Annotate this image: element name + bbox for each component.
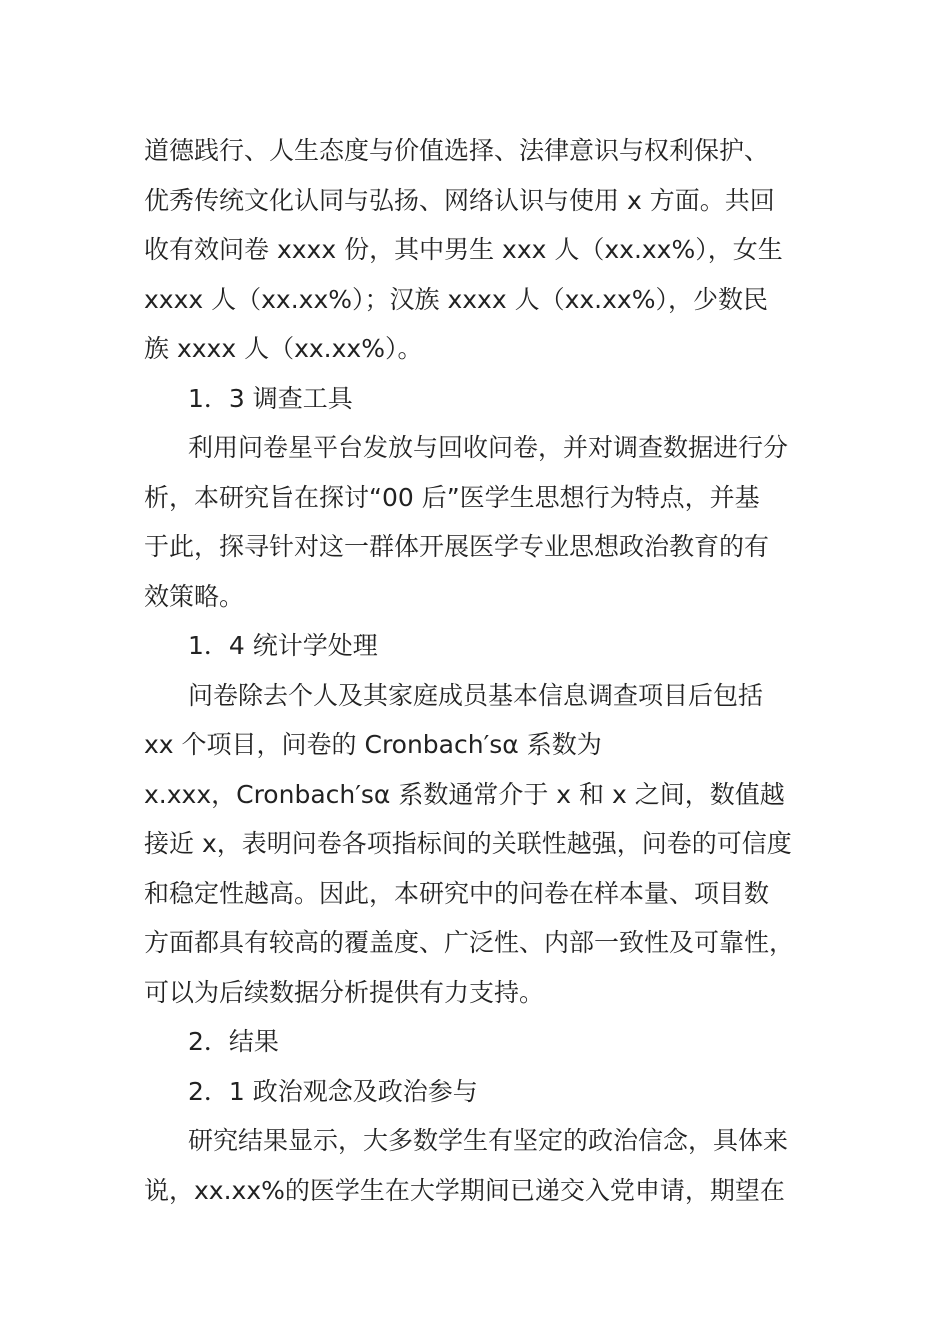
text-line: 说，xx.xx%的医学生在大学期间已递交入党申请，期望在 [144,1175,785,1205]
section-heading: 1．3 调查工具 [188,383,353,413]
section-heading: 2．结果 [188,1027,279,1056]
text-line: x.xxx，Cronbach′sα 系数通常介于 x 和 x 之间，数值越 [144,779,785,809]
text-line: 方面都具有较高的覆盖度、广泛性、内部一致性及可靠性， [144,928,795,957]
section-heading: 2．1 政治观念及政治参与 [188,1076,478,1106]
paragraph-start: 问卷除去个人及其家庭成员基本信息调查项目后包括 [188,680,764,710]
paragraph-start: 利用问卷星平台发放与回收问卷，并对调查数据进行分 [188,433,789,462]
text-line: 于此，探寻针对这一群体开展医学专业思想政治教育的有 [144,532,770,561]
text-line: xxxx 人（xx.xx%）；汉族 xxxx 人（xx.xx%），少数民 [144,284,768,314]
text-line: 接近 x，表明问卷各项指标间的关联性越强，问卷的可信度 [144,829,792,858]
text-line: 析，本研究旨在探讨“00 后”医学生思想行为特点，并基 [144,482,760,512]
text-line: 族 xxxx 人（xx.xx%）。 [144,334,423,363]
text-line: xx 个项目，问卷的 Cronbach′sα 系数为 [144,730,602,759]
document-body [144,126,806,1215]
text-line: 可以为后续数据分析提供有力支持。 [144,977,545,1007]
paragraph-start: 研究结果显示，大多数学生有坚定的政治信念，具体来 [188,1126,789,1155]
text-line: 效策略。 [144,581,245,611]
text-line: 优秀传统文化认同与弘扬、网络认识与使用 x 方面。共回 [144,185,775,215]
text-line: 和稳定性越高。因此，本研究中的问卷在样本量、项目数 [144,878,770,908]
section-heading: 1．4 统计学处理 [188,631,378,660]
text-line: 道德践行、人生态度与价值选择、法律意识与权利保护、 [144,136,770,165]
text-line: 收有效问卷 xxxx 份，其中男生 xxx 人（xx.xx%），女生 [144,235,783,264]
